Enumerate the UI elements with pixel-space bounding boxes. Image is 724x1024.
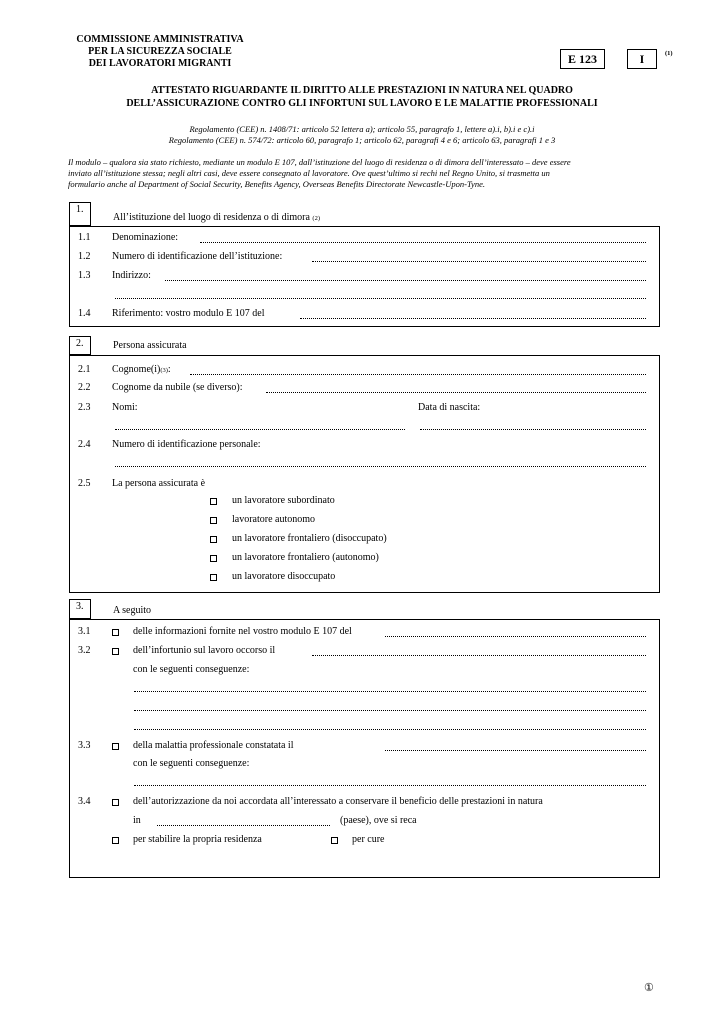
accident-consequences-field-3[interactable] xyxy=(134,729,646,730)
surname-field[interactable] xyxy=(190,374,646,375)
denominazione-field[interactable] xyxy=(200,242,646,243)
form-code-box xyxy=(560,49,605,69)
commission-name: COMMISSIONE AMMINISTRATIVA PER LA SICUREZZA SOCIALE DEI LAVORATORI MIGRANTI xyxy=(76,34,244,69)
maiden-name-label: Cognome da nubile (se diverso): xyxy=(112,382,243,393)
denominazione-label: Denominazione: xyxy=(112,232,179,243)
section-2-number-box: 2. xyxy=(69,336,91,355)
accident-consequences-field-2[interactable] xyxy=(134,710,646,711)
section-2-title: Persona assicurata xyxy=(113,340,187,351)
form-title: ATTESTATO RIGUARDANTE IL DIRITTO ALLE PRESTAZIONI IN NATURA NEL QUADRO DELL’ASSICURAZIONE CONTRO GLI INFORTUNI SUL LAVORO E LE MALATTIE PROFESSIONALI xyxy=(126,85,598,109)
checkbox-frontier-self-employed[interactable] xyxy=(210,555,217,562)
disease-consequences-field[interactable] xyxy=(134,785,646,786)
regulations: Regolamento (CEE) n. 1408/71: articolo 52 lettera a); articolo 55, paragrafo 1, lettere a).i, b).i e c).i Regolamento (CEE) n. 574/72: articolo 60, paragrafo 1; articolo 62, paragrafi 4 e 6; articolo 63, paragrafi 1 e 3 xyxy=(168,124,556,145)
insured-status-label: La persona assicurata è xyxy=(112,478,206,489)
checkbox-unemployed[interactable] xyxy=(210,574,217,581)
address-field-2[interactable] xyxy=(115,298,646,299)
checkbox-occupational-disease[interactable] xyxy=(112,743,119,750)
section-1-number-box: 1. xyxy=(69,202,91,226)
country-code-box xyxy=(627,49,657,69)
checkbox-frontier-unemployed[interactable] xyxy=(210,536,217,543)
birth-date-label: Data di nascita: xyxy=(418,402,481,413)
section-1-title: All’istituzione del luogo di residenza o di dimora (2) xyxy=(113,212,320,223)
authorization-label: dell’autorizzazione da noi accordata all’interessato a conservare il beneficio delle prestazioni in natura xyxy=(133,796,543,807)
e107-info-label: delle informazioni fornite nel vostro modulo E 107 del xyxy=(133,626,352,637)
institution-id-label: Numero di identificazione dell’istituzione: xyxy=(112,251,283,262)
first-names-label: Nomi: xyxy=(112,402,138,413)
form-code: E 123 xyxy=(567,52,597,66)
checkbox-e107-info[interactable] xyxy=(112,629,119,636)
treatment-label: per cure xyxy=(352,834,385,845)
address-field[interactable] xyxy=(165,280,646,281)
disease-consequences-label: con le seguenti conseguenze: xyxy=(133,758,250,769)
section-3-title: A seguito xyxy=(113,605,152,616)
accident-date-field[interactable] xyxy=(312,655,646,656)
occupational-disease-label: della malattia professionale constatata il xyxy=(133,740,294,751)
residence-label: per stabilire la propria residenza xyxy=(133,834,262,845)
accident-consequences-label: con le seguenti conseguenze: xyxy=(133,664,250,675)
surname-label: Cognome(i)(3): xyxy=(112,364,171,375)
page-number-mark: ① xyxy=(644,982,654,994)
option-employed: un lavoratore subordinato xyxy=(232,495,335,506)
first-names-field[interactable] xyxy=(115,429,405,430)
option-frontier-unemployed: un lavoratore frontaliero (disoccupato) xyxy=(232,533,387,544)
occupational-disease-date-field[interactable] xyxy=(385,750,646,751)
checkbox-accident[interactable] xyxy=(112,648,119,655)
country-label: (paese), ove si reca xyxy=(340,815,417,826)
checkbox-residence[interactable] xyxy=(112,837,119,844)
accident-consequences-field-1[interactable] xyxy=(134,691,646,692)
checkbox-authorization[interactable] xyxy=(112,799,119,806)
option-unemployed: un lavoratore disoccupato xyxy=(232,571,336,582)
checkbox-employed[interactable] xyxy=(210,498,217,505)
option-frontier-self-employed: un lavoratore frontaliero (autonomo) xyxy=(232,552,379,563)
birth-date-field[interactable] xyxy=(420,429,646,430)
personal-id-field[interactable] xyxy=(115,466,646,467)
address-label: Indirizzo: xyxy=(112,270,151,281)
maiden-name-field[interactable] xyxy=(266,392,646,393)
section-3-number-box: 3. xyxy=(69,599,91,619)
option-self-employed: lavoratore autonomo xyxy=(232,514,316,525)
institution-id-field[interactable] xyxy=(312,261,646,262)
checkbox-treatment[interactable] xyxy=(331,837,338,844)
reference-e107-label: Riferimento: vostro modulo E 107 del xyxy=(112,308,265,319)
personal-id-label: Numero di identificazione personale: xyxy=(112,439,261,450)
header-note-ref: (1) xyxy=(665,50,673,57)
reference-e107-field[interactable] xyxy=(300,318,646,319)
intro-note: Il modulo – qualora sia stato richiesto, mediante un modulo E 107, dall’istituzione del luogo di residenza o di dimora dell’interessato – deve essere inviato all’istituzione stessa; negli altri casi, deve essere consegnato al lavoratore. Ove quest’ultimo si rechi nel Regno Unito, si trasmetta un formulario anche al Department of Social Security, Benefits Agency, Overseas Benefits Directorate Newcastle-Upon-Tyne. xyxy=(68,157,571,189)
e107-info-field[interactable] xyxy=(385,636,646,637)
country-code: I xyxy=(639,52,645,66)
country-field[interactable] xyxy=(157,825,330,826)
checkbox-self-employed[interactable] xyxy=(210,517,217,524)
in-label: in xyxy=(133,815,141,826)
accident-label: dell’infortunio sul lavoro occorso il xyxy=(133,645,276,656)
